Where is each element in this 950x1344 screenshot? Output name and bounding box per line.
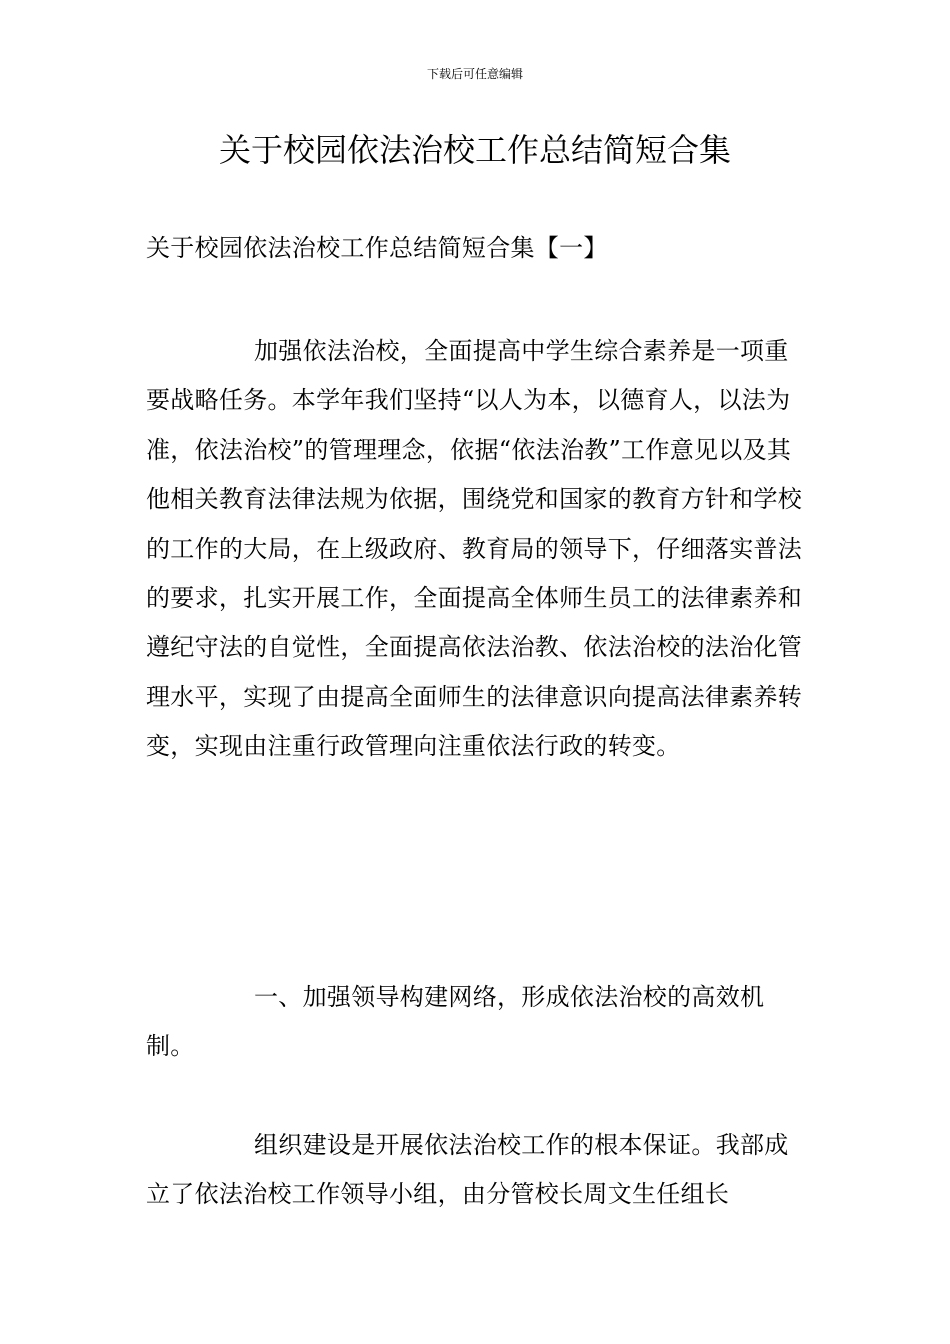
section-heading: 关于校园依法治校工作总结简短合集【一】 xyxy=(146,234,608,262)
paragraph-section-one-heading: 一、加强领导构建网络，形成依法治校的高效机制。 xyxy=(146,983,765,1061)
paragraph-intro: 加强依法治校，全面提高中学生综合素养是一项重要战略任务。本学年我们坚持“以人为本，以德育人，以法为准，依法治校”的管理理念，依据“依法治教”工作意见以及其他相关教育法律法规为依据，围绕党和国家的教育方针和学校的工作的大局，在上级政府、教育局的领导下，仔细落实普法的要求，扎实开展工作，全面提高全体师生员工的法律素养和遵纪守法的自觉性，全面提高依法治教、依法治校的法治化管理水平，实现了由提高全面师生的法律意识向提高法律素养转变，实现由注重行政管理向注重依法行政的转变。 xyxy=(146,337,803,761)
document-title: 关于校园依法治校工作总结简短合集 xyxy=(218,131,731,169)
paragraph-organization: 组织建设是开展依法治校工作的根本保证。我部成立了依法治校工作领导小组，由分管校长周文生任组长 xyxy=(146,1131,789,1209)
header-note: 下载后可任意编辑 xyxy=(426,67,523,81)
